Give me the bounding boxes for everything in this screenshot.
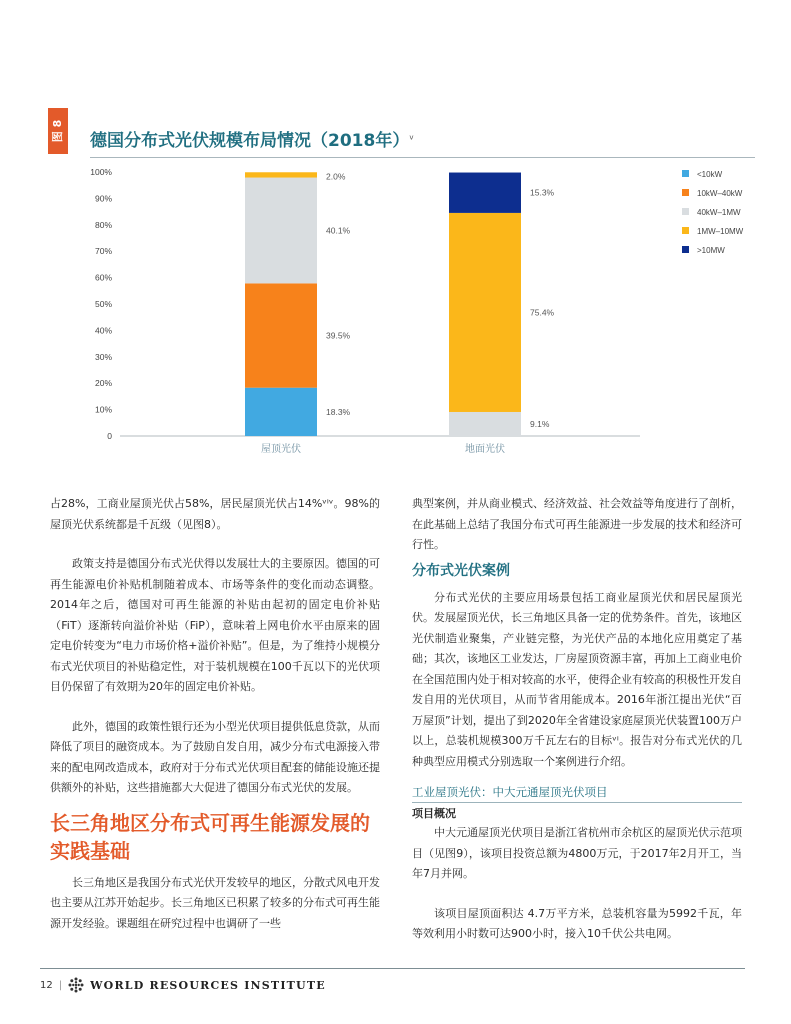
legend-swatch <box>682 208 689 215</box>
organization-name: WORLD RESOURCES INSTITUTE <box>90 978 326 992</box>
legend-label: 1MW–10MW <box>697 227 744 236</box>
footer <box>40 977 326 993</box>
footer-separator: | <box>58 979 63 991</box>
data-label: 40.1% <box>326 225 351 236</box>
figure-tag: 图 8 <box>48 108 68 154</box>
paragraph: 分布式光伏的主要应用场景包括工商业屋顶光伏和居民屋顶光伏。发展屋顶光伏，长三角地区具备一定的优势条件。首先，该地区光伏制造业聚集，产业链完整，为光伏产品的本地化应用奠定了基础；其次，该地区工业发达，厂房屋顶资源丰富，再加上工商业电价在全国范围内处于相对较高的水平，使得企业有较高的积极性开发自发自用的光伏项目，从而节省用能成本。2016年浙江提出光伏“百万屋顶”计划，提出了到2020年全省建设家庭屋顶光伏装置100万户以上，总装机规模300万千瓦左右的目标ᵛⁱ。报告对分布式光伏的几种典型应用模式分别选取一个案例进行介绍。 <box>412 590 742 768</box>
data-label: 39.5% <box>326 330 351 341</box>
figure-title-text: 德国分布式光伏规模布局情况（2018年） <box>90 131 410 151</box>
case-title: 工业屋顶光伏：中大元通屋顶光伏项目 <box>412 785 608 799</box>
case-title-rule <box>412 802 742 803</box>
data-label: 2.0% <box>326 171 346 182</box>
bar-segment <box>245 172 317 177</box>
left-column <box>50 494 380 1024</box>
y-tick-label: 80% <box>94 219 112 230</box>
wri-logo-icon <box>68 977 84 993</box>
legend-label: 10kW–40kW <box>697 189 743 198</box>
paragraph: 占28%，工商业屋顶光伏占58%，居民屋顶光伏占14%ᵛⁱᵛ。98%的屋顶光伏系统都是千瓦级（见图8）。 <box>50 497 380 531</box>
paragraph: 长三角地区是我国分布式光伏开发较早的地区，分散式风电开发也主要从江苏开始起步。长三角地区已积累了较多的分布式可再生能源开发经验。课题组在研究过程中也调研了一些 <box>50 875 380 930</box>
section-title: 长三角地区分布式可再生能源发展的实践基础 <box>50 810 370 863</box>
y-tick-label: 50% <box>94 299 112 309</box>
x-tick-label: 地面光伏 <box>465 444 505 455</box>
y-tick-label: 30% <box>94 351 112 362</box>
legend-swatch <box>682 170 689 177</box>
y-tick-label: 100% <box>90 167 112 177</box>
bar-segment <box>449 412 521 436</box>
figure-title-rule <box>90 157 755 158</box>
bar-segment <box>245 178 317 284</box>
data-label: 15.3% <box>530 187 555 198</box>
figure-title <box>90 126 413 151</box>
footer-rule <box>40 968 745 969</box>
data-label: 75.4% <box>530 307 555 318</box>
y-tick-label: 90% <box>94 193 112 204</box>
paragraph: 政策支持是德国分布式光伏得以发展壮大的主要原因。德国的可再生能源电价补贴机制随着成本、市场等条件的变化而动态调整。2014年之后，德国对可再生能源的补贴由起初的固定电价补贴（FiT）逐渐转向溢价补贴（FiP），意味着上网电价水平由原来的固定电价转变为“电力市场价格+溢价补贴”。但是，为了维持小规模分布式光伏项目的补贴稳定性，对于装机规模在100千瓦以下的光伏项目仍保留了有效期为20年的固定电价补贴。 <box>50 557 380 693</box>
bar-segment <box>449 173 521 213</box>
data-label: 9.1% <box>530 418 550 429</box>
subsection-title: 分布式光伏案例 <box>412 562 510 579</box>
y-tick-label: 70% <box>94 246 112 257</box>
y-tick-label: 10% <box>94 404 112 415</box>
paragraph: 中大元通屋顶光伏项目是浙江省杭州市余杭区的屋顶光伏示范项目（见图9），该项目投资总额为4800万元，于2017年2月开工，当年7月并网。 <box>412 826 742 880</box>
legend-swatch <box>682 246 689 253</box>
legend-label: <10kW <box>697 170 723 179</box>
stacked-bar-chart <box>80 160 760 460</box>
case-label: 项目概况 <box>412 807 456 820</box>
right-column <box>412 494 742 1024</box>
legend-label: 40kW–1MW <box>697 208 741 217</box>
legend-label: >10MW <box>697 246 725 255</box>
paragraph: 典型案例，并从商业模式、经济效益、社会效益等角度进行了剖析，在此基础上总结了我国分布式可再生能源进一步发展的技术和经济可行性。 <box>412 497 742 551</box>
legend-swatch <box>682 227 689 234</box>
y-tick-label: 60% <box>94 272 112 283</box>
y-tick-label: 40% <box>94 325 112 336</box>
legend-swatch <box>682 189 689 196</box>
paragraph: 此外，德国的政策性银行还为小型光伏项目提供低息贷款，从而降低了项目的融资成本。为了鼓励自发自用，减少分布式电源接入带来的配电网改造成本，政府对于分布式光伏项目配套的储能设施还提供额外的补贴，这些措施都大大促进了德国分布式光伏的发展。 <box>50 719 380 794</box>
bar-segment <box>449 213 521 412</box>
figure-title-ref: v <box>409 133 414 142</box>
y-tick-label: 20% <box>94 378 112 389</box>
x-tick-label: 屋顶光伏 <box>261 444 301 455</box>
paragraph: 该项目屋顶面积达 4.7万平方米，总装机容量为5992千瓦，年等效利用小时数可达900小时，接入10千伏公共电网。 <box>412 906 742 940</box>
data-label: 18.3% <box>326 406 351 417</box>
y-tick-label: 0 <box>107 431 112 441</box>
bar-segment <box>245 388 317 436</box>
bar-segment <box>245 283 317 387</box>
page-number: 12 <box>40 979 53 991</box>
